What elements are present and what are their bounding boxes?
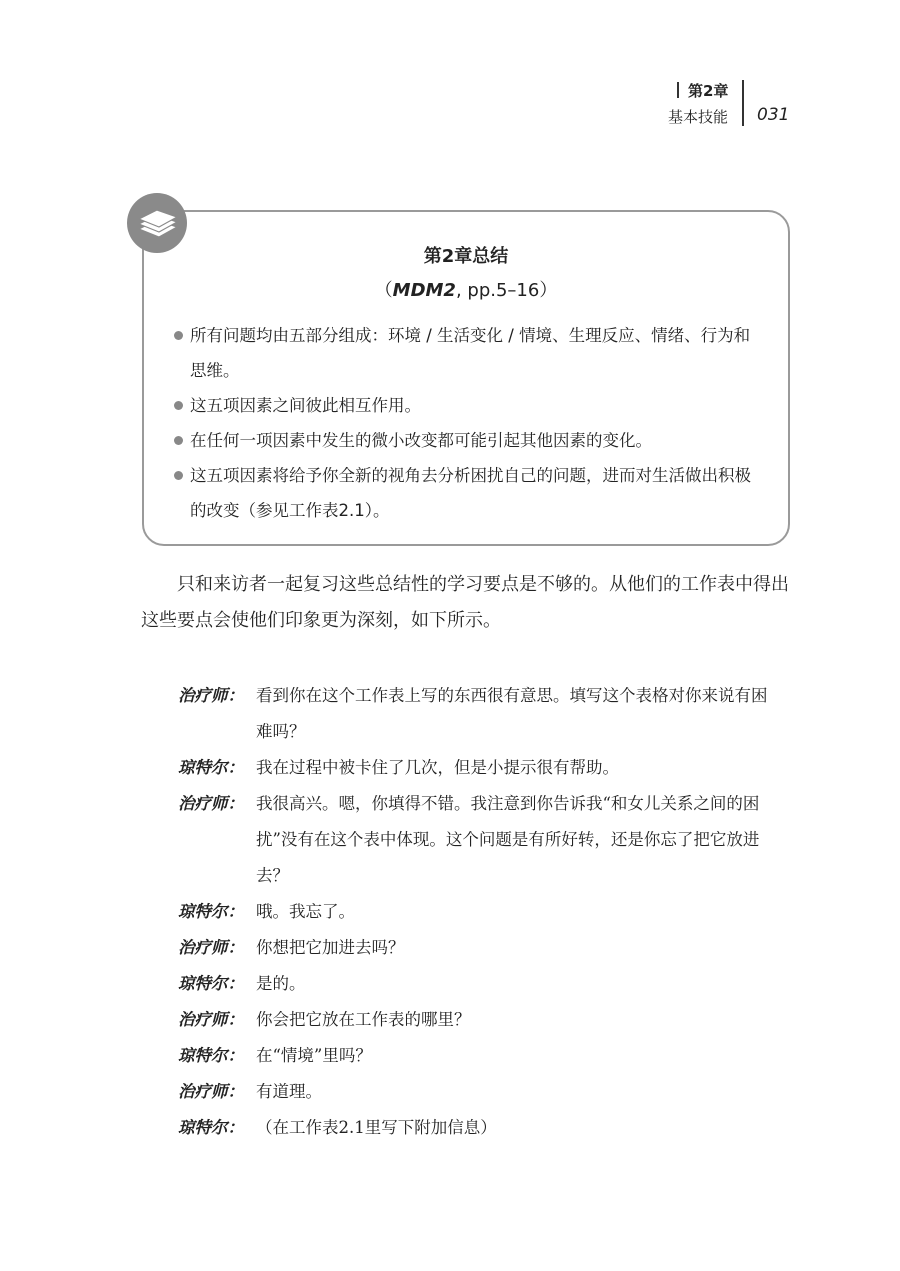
utterance: 有道理。 (256, 1082, 322, 1101)
dialogue-line (178, 786, 778, 894)
speaker: 治疗师： (178, 1082, 244, 1101)
running-header-chapter: 第2章 (688, 82, 729, 100)
speaker: 琼特尔： (178, 758, 244, 777)
dialogue (178, 678, 778, 1146)
speaker: 治疗师： (178, 938, 244, 957)
speaker: 琼特尔： (178, 974, 244, 993)
utterance: 你想把它加进去吗？ (256, 938, 405, 957)
dialogue-line (178, 678, 778, 750)
dialogue-line (178, 1074, 778, 1110)
bullet-item: 这五项因素将给予你全新的视角去分析困扰自己的问题，进而对生活做出积极的改变（参见工作表2.1）。 (172, 458, 764, 528)
utterance: 哦。我忘了。 (256, 902, 355, 921)
header-divider (742, 80, 744, 126)
speaker: 琼特尔： (178, 1046, 244, 1065)
dialogue-line (178, 1038, 778, 1074)
utterance: 我在过程中被卡住了几次，但是小提示很有帮助。 (256, 758, 619, 777)
subtitle-book: MDM2 (392, 280, 456, 301)
summary-subtitle (144, 276, 788, 302)
summary-bullets (172, 318, 764, 528)
utterance: 看到你在这个工作表上写的东西很有意思。填写这个表格对你来说有困难吗？ (256, 686, 768, 741)
dialogue-line (178, 966, 778, 1002)
dialogue-line (178, 1002, 778, 1038)
speaker: 琼特尔： (178, 902, 244, 921)
page-number: 031 (757, 105, 790, 125)
stacked-books-icon (127, 193, 187, 253)
utterance: （在工作表2.1里写下附加信息） (256, 1118, 497, 1137)
dialogue-line (178, 1110, 778, 1146)
chapter-summary-box (142, 210, 790, 546)
speaker: 治疗师： (178, 686, 244, 705)
dialogue-line (178, 894, 778, 930)
bullet-item: 这五项因素之间彼此相互作用。 (172, 388, 764, 423)
speaker: 琼特尔： (178, 1118, 244, 1137)
dialogue-line (178, 930, 778, 966)
speaker: 治疗师： (178, 1010, 244, 1029)
running-header-section: 基本技能 (668, 108, 729, 126)
body-paragraph: 只和来访者一起复习这些总结性的学习要点是不够的。从他们的工作表中得出这些要点会使他们印象更为深刻，如下所示。 (141, 574, 789, 631)
summary-title: 第2章总结 (423, 246, 509, 267)
header-divider (677, 82, 679, 98)
utterance: 我很高兴。嗯，你填得不错。我注意到你告诉我“和女儿关系之间的困扰”没有在这个表中体现。这个问题是有所好转，还是你忘了把它放进去？ (256, 794, 760, 885)
bullet-item: 所有问题均由五部分组成：环境 / 生活变化 / 情境、生理反应、情绪、行为和思维。 (172, 318, 764, 388)
subtitle-pages: , pp.5–16） (455, 280, 558, 301)
utterance: 在“情境”里吗？ (256, 1046, 372, 1065)
bullet-item: 在任何一项因素中发生的微小改变都可能引起其他因素的变化。 (172, 423, 764, 458)
subtitle-prefix: （ (374, 280, 393, 301)
utterance: 是的。 (256, 974, 306, 993)
utterance: 你会把它放在工作表的哪里？ (256, 1010, 471, 1029)
dialogue-line (178, 750, 778, 786)
speaker: 治疗师： (178, 794, 244, 813)
